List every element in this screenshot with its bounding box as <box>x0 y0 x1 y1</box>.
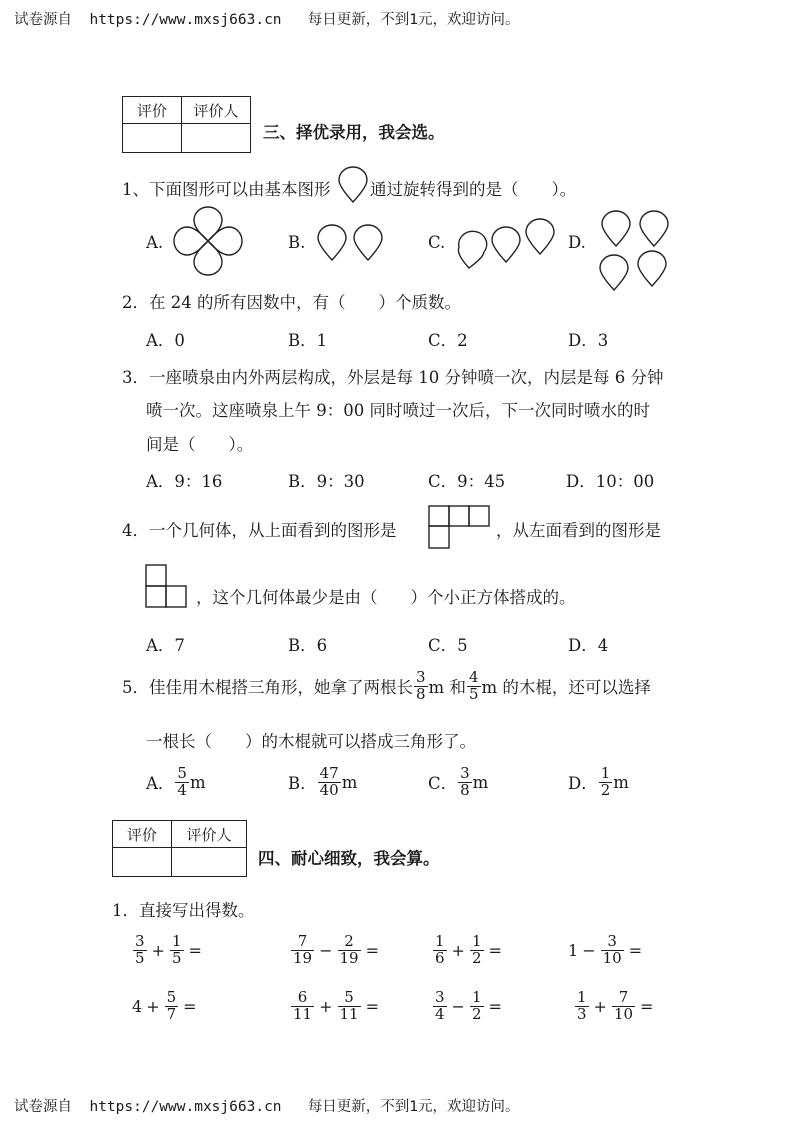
whole-number: 1 <box>568 940 579 960</box>
denominator: 5 <box>135 948 145 967</box>
operator: + <box>593 996 607 1016</box>
denominator: 8 <box>416 684 426 703</box>
scorer-cell[interactable] <box>172 848 247 877</box>
page-header <box>14 8 519 29</box>
denominator: 5 <box>171 948 182 967</box>
q5-text-m1: m 和 <box>428 678 466 698</box>
numerator: 5 <box>344 988 354 1006</box>
whole-number: 4 <box>132 996 143 1016</box>
section3-title: 三、择优录用，我会选。 <box>263 123 445 142</box>
unit: m <box>472 772 489 792</box>
fraction <box>470 934 484 967</box>
option-label: D． <box>568 774 598 794</box>
numerator: 2 <box>344 932 354 950</box>
fraction <box>601 934 624 967</box>
score-label: 评价 <box>123 97 182 124</box>
q3-option-a[interactable]: A．9：16 <box>146 472 223 491</box>
fraction <box>599 766 613 799</box>
q5-option-b[interactable] <box>288 766 357 799</box>
denominator: 6 <box>435 948 445 967</box>
fraction <box>291 990 314 1023</box>
calc-item[interactable] <box>132 990 201 1023</box>
calc-item[interactable] <box>574 990 657 1023</box>
unit: m <box>613 772 629 792</box>
footer-note: 每日更新，不到1元，欢迎访问。 <box>307 1099 520 1115</box>
header-note: 每日更新，不到1元，欢迎访问。 <box>307 12 520 28</box>
q3-option-d[interactable]: D．10：00 <box>566 472 655 491</box>
scorer-label: 评价人 <box>172 821 247 848</box>
fraction <box>467 670 481 703</box>
header-source: 试卷源自 <box>14 12 72 28</box>
q2-option-d[interactable]: D．3 <box>568 331 609 350</box>
numerator: 1 <box>471 988 482 1006</box>
fraction <box>170 934 184 967</box>
fraction <box>175 766 189 799</box>
denominator: 2 <box>471 948 482 967</box>
denominator: 4 <box>435 1004 445 1023</box>
q2-text: 2．在 24 的所有因数中，有（ ）个质数。 <box>122 293 461 312</box>
denominator: 11 <box>293 1004 313 1023</box>
scorer-cell[interactable] <box>182 124 251 153</box>
q4-line2: ，这个几何体最少是由（ ）个小正方体搭成的。 <box>196 588 576 607</box>
header-url[interactable]: https://www.mxsj663.cn <box>89 12 282 28</box>
denominator: 2 <box>600 780 611 799</box>
q4-line1a: 4．一个几何体，从上面看到的图形是 <box>122 521 397 540</box>
flower-icon <box>176 206 240 276</box>
numerator: 7 <box>297 932 308 950</box>
q3-line1: 3．一座喷泉由内外两层构成，外层是每 10 分钟喷一次，内层是每 6 分钟 <box>122 368 664 387</box>
left-view-figure <box>145 564 191 610</box>
denominator: 7 <box>166 1004 177 1023</box>
operator: − <box>319 940 333 960</box>
footer-url[interactable]: https://www.mxsj663.cn <box>89 1099 282 1115</box>
fraction <box>338 934 361 967</box>
fraction <box>318 766 341 799</box>
numerator: 3 <box>416 668 426 686</box>
fraction <box>433 990 447 1023</box>
equals: = <box>488 940 502 960</box>
calc-item[interactable] <box>132 934 206 967</box>
denominator: 10 <box>602 948 622 967</box>
petal-icon <box>338 166 368 204</box>
score-cell[interactable] <box>113 848 172 877</box>
numerator: 6 <box>297 988 308 1006</box>
denominator: 19 <box>339 948 359 967</box>
score-box-section3 <box>122 96 251 153</box>
calc-item[interactable] <box>290 990 383 1023</box>
equals: = <box>640 996 654 1016</box>
page-footer <box>14 1095 519 1116</box>
operator: + <box>319 996 333 1016</box>
numerator: 5 <box>166 988 177 1006</box>
operator: + <box>451 940 465 960</box>
q4-option-b[interactable]: B．6 <box>288 636 328 655</box>
numerator: 7 <box>618 988 629 1006</box>
section4-title: 四、耐心细致，我会算。 <box>258 849 440 868</box>
three-petals-icon <box>456 216 560 272</box>
top-view-figure <box>428 505 492 551</box>
option-label: C． <box>428 774 458 794</box>
q3-line3: 间是（ ）。 <box>146 435 254 454</box>
section4-q1: 1．直接写出得数。 <box>112 901 255 920</box>
denominator: 19 <box>293 948 313 967</box>
q2-option-a[interactable]: A．0 <box>146 331 185 350</box>
numerator: 1 <box>600 764 611 782</box>
calc-item[interactable] <box>568 934 646 967</box>
scorer-label: 评价人 <box>182 97 251 124</box>
four-petals-icon <box>596 208 676 294</box>
equals: = <box>365 996 379 1016</box>
operator: + <box>146 996 160 1016</box>
denominator: 40 <box>319 780 339 799</box>
denominator: 3 <box>577 1004 587 1023</box>
q1-option-c[interactable]: C. <box>428 233 446 252</box>
fraction <box>338 990 361 1023</box>
denominator: 11 <box>339 1004 359 1023</box>
fraction <box>433 934 447 967</box>
fraction <box>291 934 314 967</box>
numerator: 1 <box>471 932 482 950</box>
denominator: 5 <box>468 684 479 703</box>
q4-option-d[interactable]: D．4 <box>568 636 609 655</box>
q5-text-m2: m 的木棍，还可以选择 <box>481 678 651 698</box>
fraction <box>470 990 484 1023</box>
numerator: 3 <box>460 764 470 782</box>
q5-option-a[interactable] <box>146 766 206 799</box>
equals: = <box>183 996 197 1016</box>
q4-option-c[interactable]: C．5 <box>428 636 468 655</box>
numerator: 1 <box>577 988 587 1006</box>
operator: − <box>582 940 596 960</box>
score-cell[interactable] <box>123 124 182 153</box>
q5-option-c[interactable] <box>428 766 488 799</box>
q2-option-b[interactable]: B．1 <box>288 331 328 350</box>
calc-item[interactable] <box>432 990 506 1023</box>
fraction <box>612 990 635 1023</box>
numerator: 4 <box>468 668 479 686</box>
fraction <box>575 990 589 1023</box>
numerator: 5 <box>177 764 187 782</box>
operator: − <box>451 996 465 1016</box>
operator: + <box>151 940 165 960</box>
calc-item[interactable] <box>432 934 506 967</box>
option-label: A． <box>146 774 175 794</box>
q5-option-d[interactable] <box>568 766 629 799</box>
unit: m <box>189 772 206 792</box>
q2-option-c[interactable]: C．2 <box>428 331 468 350</box>
two-petals-icon <box>316 224 386 264</box>
fraction <box>133 934 147 967</box>
numerator: 3 <box>135 932 145 950</box>
q5-line2: 一根长（ ）的木棍就可以搭成三角形了。 <box>146 732 476 751</box>
denominator: 8 <box>460 780 470 799</box>
q3-option-c[interactable]: C．9：45 <box>428 472 506 491</box>
fraction <box>458 766 472 799</box>
q1-text-pre: 1、下面图形可以由基本图形 <box>122 180 331 199</box>
equals: = <box>365 940 379 960</box>
fraction <box>165 990 179 1023</box>
denominator: 2 <box>471 1004 482 1023</box>
q4-line1b: ，从左面看到的图形是 <box>496 521 661 540</box>
calc-item[interactable] <box>290 934 383 967</box>
denominator: 4 <box>177 780 187 799</box>
score-box-section4 <box>112 820 247 877</box>
equals: = <box>488 996 502 1016</box>
q4-option-a[interactable]: A．7 <box>146 636 185 655</box>
equals: = <box>628 940 643 960</box>
option-label: B． <box>288 774 317 794</box>
numerator: 1 <box>435 932 445 950</box>
denominator: 10 <box>613 1004 634 1023</box>
q1-option-d[interactable]: D. <box>568 233 586 252</box>
footer-source: 试卷源自 <box>14 1099 72 1115</box>
q1-text-post: 通过旋转得到的是（ ）。 <box>370 180 577 199</box>
fraction <box>414 670 428 703</box>
q3-option-b[interactable]: B．9：30 <box>288 472 365 491</box>
q5-line1 <box>122 670 651 703</box>
numerator: 1 <box>171 932 182 950</box>
numerator: 3 <box>607 932 617 950</box>
unit: m <box>341 772 358 792</box>
q1-option-b[interactable]: B. <box>288 233 306 252</box>
q1-option-a[interactable]: A. <box>146 233 164 252</box>
numerator: 47 <box>319 764 339 782</box>
numerator: 3 <box>435 988 445 1006</box>
q5-text-a: 5．佳佳用木棍搭三角形，她拿了两根长 <box>122 678 413 698</box>
score-label: 评价 <box>113 821 172 848</box>
q3-line2: 喷一次。这座喷泉上午 9：00 同时喷过一次后，下一次同时喷水的时 <box>146 401 650 420</box>
equals: = <box>188 940 202 960</box>
